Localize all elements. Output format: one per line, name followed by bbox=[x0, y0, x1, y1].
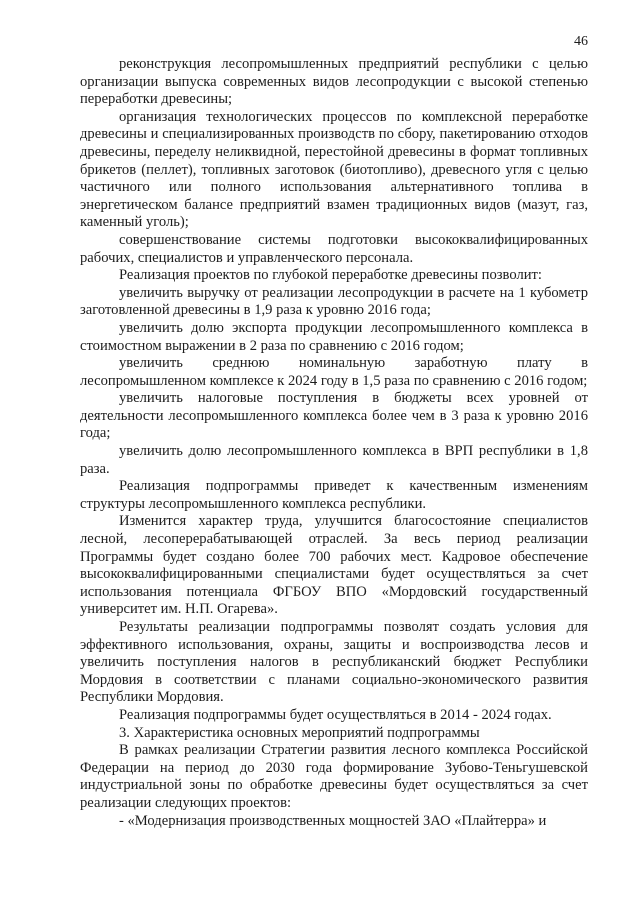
list-item: - «Модернизация производственных мощностей ЗАО «Плайтерра» и bbox=[119, 812, 547, 829]
paragraph: увеличить налоговые поступления в бюджеты всех уровней от деятельности лесопромышленного комплекса более чем в 3 раза к уровню 2016 года; bbox=[80, 390, 588, 442]
paragraph: В рамках реализации Стратегии развития лесного комплекса Российской Федерации на период до 2030 года формирование Зубово-Теньгушевской индустриальной зоны по обработке древесины будет осуществляться за счет реализации следующих проектов: bbox=[80, 742, 588, 811]
paragraph: реконструкция лесопромышленных предприятий республики с целью организации выпуска современных видов лесопродукции с высокой степенью переработки древесины; bbox=[80, 56, 588, 108]
paragraph: Реализация подпрограммы приведет к качественным изменениям структуры лесопромышленного комплекса республики. bbox=[80, 478, 588, 512]
paragraph: Реализация проектов по глубокой переработке древесины позволит: bbox=[119, 267, 542, 284]
paragraph: Изменится характер труда, улучшится благосостояние специалистов лесной, лесоперерабатывающей отраслей. За весь период реализации Программы будет создано более 700 рабочих мест. Кадровое обеспечение высококвалифицированными специалистами будет осуществляться за счет использования потенциала ФГБОУ ВПО «Мордовский государственный университет им. Н.П. Огарева». bbox=[80, 513, 588, 618]
paragraph: Реализация подпрограммы будет осуществляться в 2014 - 2024 годах. bbox=[119, 706, 552, 723]
document-body bbox=[80, 56, 588, 830]
paragraph: совершенствование системы подготовки высококвалифицированных рабочих, специалистов и управленческого персонала. bbox=[80, 231, 588, 266]
paragraph: Результаты реализации подпрограммы позволят создать условия для эффективного использования, охраны, защиты и воспроизводства лесов и увеличить поступления налогов в республиканский бюджет Республики Мордовия в соответствии с планами социально-экономического развития Республики Мордовия. bbox=[80, 619, 588, 706]
section-heading: 3. Характеристика основных мероприятий подпрограммы bbox=[119, 724, 480, 741]
paragraph: увеличить долю лесопромышленного комплекса в ВРП республики в 1,8 раза. bbox=[80, 443, 588, 477]
paragraph: организация технологических процессов по комплексной переработке древесины и специализированных производств по сбору, пакетированию отходов древесины, переделу неликвидной, перестойной древесины в формат топливных брикетов (пеллет), топливных заготовок (биотопливо), древесного угля с целью частичного или полного использования альтернативного топлива в энергетическом балансе предприятий взамен традиционных видов (мазут, газ, каменный уголь); bbox=[80, 108, 588, 231]
paragraph: увеличить долю экспорта продукции лесопромышленного комплекса в стоимостном выражении в 2 раза по сравнению с 2016 годом; bbox=[80, 319, 588, 354]
page-number: 46 bbox=[574, 34, 588, 49]
paragraph: увеличить выручку от реализации лесопродукции в расчете на 1 кубометр заготовленной древесины в 1,9 раза к уровню 2016 года; bbox=[80, 284, 588, 319]
paragraph: увеличить среднюю номинальную заработную плату в лесопромышленном комплексе к 2024 году в 1,5 раза по сравнению с 2016 годом; bbox=[80, 355, 588, 389]
